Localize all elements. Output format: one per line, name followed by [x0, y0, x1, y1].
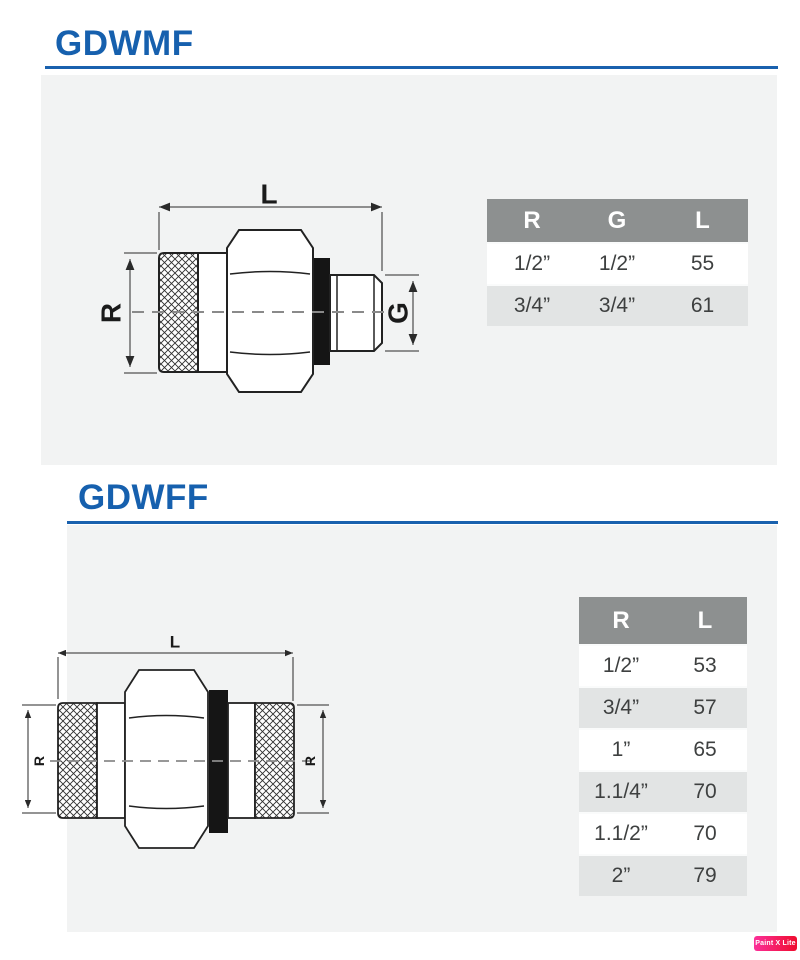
gdwmf-title-rule [45, 66, 778, 69]
gdwff-label-R-left: R [31, 755, 47, 767]
cell-value: 55 [690, 252, 715, 275]
gdwff-table-header [579, 597, 747, 644]
gdwff-hex-body [125, 670, 208, 848]
gdwmf-header-G: G [607, 206, 627, 234]
gdwff-title-rule [67, 521, 778, 524]
cell-value: 1/2” [513, 252, 551, 275]
cell-value: 57 [693, 696, 717, 719]
gdwmf-table-header [487, 199, 748, 242]
table-row [579, 686, 747, 728]
cell-value: 2” [611, 864, 631, 887]
gdwff-table [579, 597, 747, 896]
cell-value: 3/4” [598, 294, 636, 317]
table-row [579, 854, 747, 896]
cell-value: 1.1/2” [594, 822, 648, 845]
cell-value: 53 [693, 654, 717, 677]
cell-value: 79 [693, 864, 717, 887]
table-row [579, 728, 747, 770]
gdwmf-label-R: R [95, 302, 127, 324]
table-row [579, 644, 747, 686]
gdwmf-drawing [96, 179, 420, 393]
gdwff-title: GDWFF [78, 478, 209, 517]
cell-value: 1/2” [602, 654, 640, 677]
gdwmf-label-G: G [382, 302, 414, 324]
gdwff-label-R-right: R [302, 755, 318, 767]
gdwmf-label-L: L [260, 178, 278, 210]
cell-value: 70 [693, 780, 717, 803]
table-row [579, 812, 747, 854]
cell-value: 3/4” [602, 696, 640, 719]
gdwmf-header-R: R [523, 206, 541, 234]
gdwff-label-L: L [169, 632, 181, 652]
cell-value: 61 [690, 294, 715, 317]
gdwmf-header-L: L [695, 206, 710, 234]
gdwff-drawing [22, 633, 329, 849]
gdwff-header-R: R [612, 606, 630, 634]
table-row [579, 770, 747, 812]
cell-value: 70 [693, 822, 717, 845]
gdwmf-title: GDWMF [55, 24, 194, 63]
cell-value: 3/4” [513, 294, 551, 317]
gdwmf-table [487, 199, 748, 326]
cell-value: 1/2” [598, 252, 636, 275]
cell-value: 1” [611, 738, 631, 761]
table-row [487, 284, 748, 326]
gdwff-header-L: L [697, 606, 713, 634]
cell-value: 1.1/4” [594, 780, 648, 803]
cell-value: 65 [693, 738, 717, 761]
watermark-badge: Paint X Lite [754, 936, 797, 951]
table-row [487, 242, 748, 284]
